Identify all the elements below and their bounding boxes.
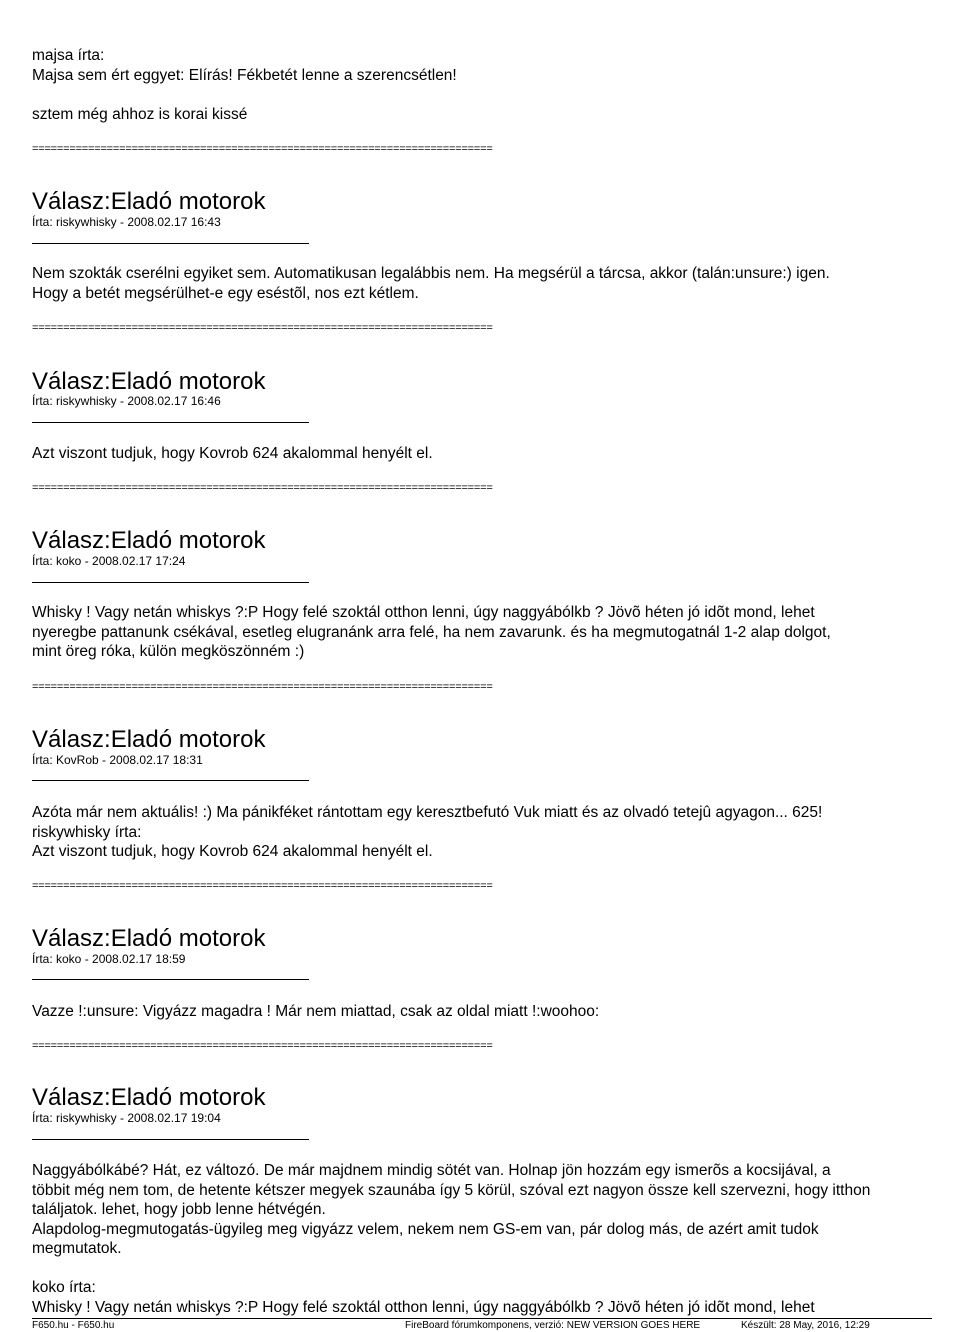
post-line: Hogy a betét megsérülhet-e egy eséstõl, nos ezt kétlem. [32,285,419,302]
post-line: Whisky ! Vagy netán whiskys ?:P Hogy felé szoktál otthon lenni, úgy naggyábólkb ? Jövõ héten jó idõt mond, lehet [32,604,815,621]
separator: ========================================================================== [32,681,493,693]
post-rule [32,582,309,583]
post-line: Nem szokták cserélni egyiket sem. Automatikusan legalábbis nem. Ha megsérül a tárcsa, akkor (talán:unsure:) igen. [32,265,830,282]
post-line: Azt viszont tudjuk, hogy Kovrob 624 akalommal henyélt el. [32,445,433,462]
post-rule [32,979,309,980]
post-line: nyeregbe pattanunk csékával, esetleg elugranánk arra felé, ha nem zavarunk. és ha megmutogatnál 1-2 alap dolgot, [32,624,831,641]
separator: ========================================================================== [32,322,493,334]
footer-component: FireBoard fórumkomponens, verzió: NEW VERSION GOES HERE [405,1320,701,1331]
footer-rule [32,1318,932,1319]
post-line: Naggyábólkábé? Hát, ez változó. De már majdnem mindig sötét van. Holnap jön hozzám egy ismerõs a kocsijával, a [32,1162,831,1179]
post-title: Válasz:Eladó motorok [32,925,266,952]
post-meta: Írta: koko - 2008.02.17 18:59 [32,952,186,966]
post-rule [32,243,309,244]
post-meta: Írta: riskywhisky - 2008.02.17 19:04 [32,1111,221,1125]
separator: ========================================================================== [32,482,493,494]
post-line: Azóta már nem aktuális! :) Ma pánikféket rántottam egy keresztbefutó Vuk miatt és az olvadó tetejû agyagon... 625! [32,804,823,821]
quote-text: Whisky ! Vagy netán whiskys ?:P Hogy felé szoktál otthon lenni, úgy naggyábólkb ? Jövõ héten jó idõt mond, lehet [32,1299,815,1316]
post-title: Válasz:Eladó motorok [32,188,266,215]
post-rule [32,780,309,781]
post-meta: Írta: koko - 2008.02.17 17:24 [32,554,186,568]
post-rule [32,1139,309,1140]
post-rule [32,422,309,423]
post-title: Válasz:Eladó motorok [32,1084,266,1111]
post-line: mint öreg róka, külön megköszönném :) [32,643,305,660]
page-footer [0,1318,960,1332]
post-line: Vazze !:unsure: Vigyázz magadra ! Már nem miattad, csak az oldal miatt !:woohoo: [32,1003,600,1020]
post-title: Válasz:Eladó motorok [32,368,266,395]
quote-author: riskywhisky írta: [32,824,142,841]
quote-author: koko írta: [32,1279,96,1296]
separator: ========================================================================== [32,880,493,892]
post-meta: Írta: riskywhisky - 2008.02.17 16:43 [32,215,221,229]
quote-text: Majsa sem ért eggyet: Elírás! Fékbetét lenne a szerencsétlen! [32,67,457,84]
post-line: találjatok. lehet, hogy jobb lenne hétvégén. [32,1201,326,1218]
separator: ========================================================================== [32,143,493,155]
reply-text: sztem még ahhoz is korai kissé [32,106,248,123]
post-line: Alapdolog-megmutogatás-ügyileg meg vigyázz velem, nekem nem GS-em van, pár dolog más, de azért amit tudok [32,1221,819,1238]
post-title: Válasz:Eladó motorok [32,527,266,554]
post-title: Válasz:Eladó motorok [32,726,266,753]
footer-date: Készült: 28 May, 2016, 12:29 [741,1320,870,1331]
footer-site: F650.hu - F650.hu [32,1320,115,1331]
post-meta: Írta: riskywhisky - 2008.02.17 16:46 [32,394,221,408]
post-line: megmutatok. [32,1240,122,1257]
post-line: többit még nem tom, de hetente kétszer megyek szaunába így 5 körül, szóval ezt nagyon össze kell szervezni, hogy itthon [32,1182,871,1199]
quote-text: Azt viszont tudjuk, hogy Kovrob 624 akalommal henyélt el. [32,843,433,860]
separator: ========================================================================== [32,1040,493,1052]
post-meta: Írta: KovRob - 2008.02.17 18:31 [32,753,203,767]
quote-author: majsa írta: [32,47,105,64]
